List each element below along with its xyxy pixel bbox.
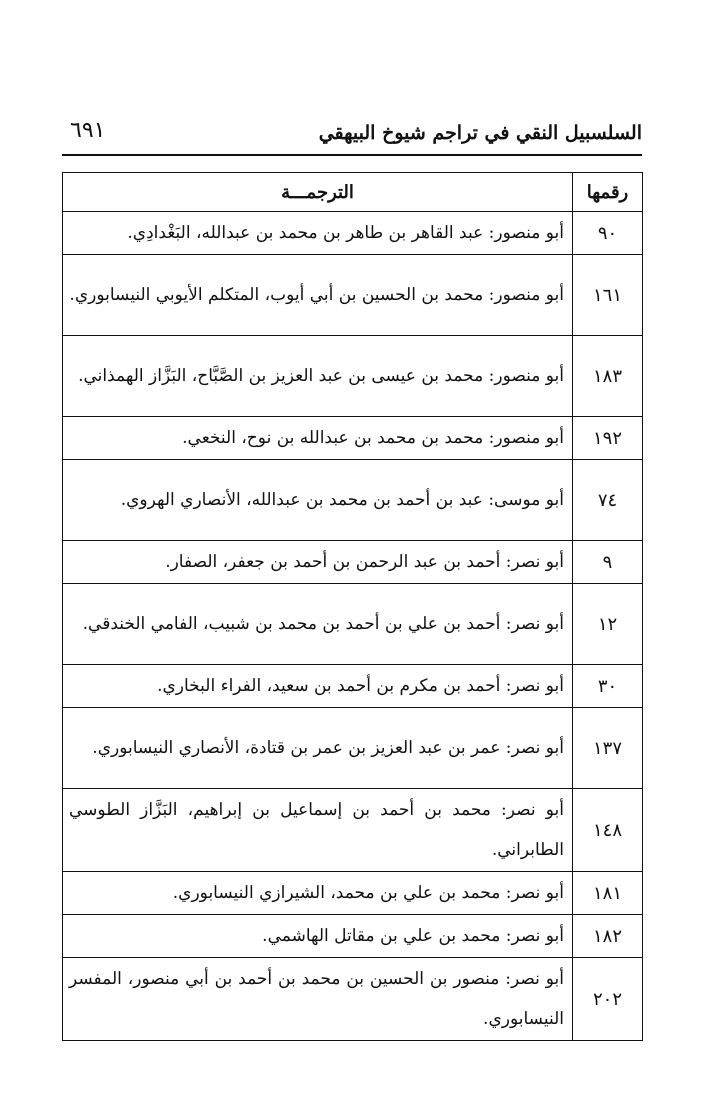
page-header [62,112,642,156]
header-rule [62,154,642,156]
biography-column-header: الترجمـــة [63,173,573,212]
entry-number: ٢٠٢ [573,958,643,1041]
entry-number: ١٨٣ [573,336,643,417]
entry-text: أبو نصر: عمر بن عبد العزيز بن عمر بن قتادة، الأنصاري النيسابوري. [63,708,573,789]
number-column-header: رقمها [573,173,643,212]
table-row [63,915,643,958]
entry-number: ١٦١ [573,255,643,336]
biography-table [62,172,643,1041]
table-row [63,336,643,417]
table-row [63,872,643,915]
entry-text: أبو منصور: محمد بن عيسى بن عبد العزيز بن الصَّبَّاح، البَزَّاز الهمذاني. [63,336,573,417]
table-row [63,541,643,584]
entry-text: أبو نصر: أحمد بن مكرم بن أحمد بن سعيد، الفراء البخاري. [63,665,573,708]
entry-number: ١٤٨ [573,789,643,872]
table-row [63,255,643,336]
entry-text: أبو نصر: محمد بن علي بن محمد، الشيرازي النيسابوري. [63,872,573,915]
entry-text: أبو نصر: محمد بن أحمد بن إسماعيل بن إبراهيم، البَزَّاز الطوسي الطابراني. [63,789,573,872]
entry-text: أبو منصور: محمد بن محمد بن عبدالله بن نوح، النخعي. [63,417,573,460]
book-title: السلسبيل النقي في تراجم شيوخ البيهقي [318,122,642,144]
table-row [63,212,643,255]
entry-text: أبو نصر: محمد بن علي بن مقاتل الهاشمي. [63,915,573,958]
entry-number: ٩٠ [573,212,643,255]
table-header-row [63,173,643,212]
entry-number: ١٩٢ [573,417,643,460]
table-row [63,584,643,665]
table-row [63,665,643,708]
table-row [63,958,643,1041]
entry-text: أبو نصر: أحمد بن علي بن أحمد بن محمد بن شبيب، الفامي الخندقي. [63,584,573,665]
entry-number: ٣٠ [573,665,643,708]
entry-number: ١٨١ [573,872,643,915]
table-row [63,708,643,789]
entry-text: أبو موسى: عبد بن أحمد بن محمد بن عبدالله، الأنصاري الهروي. [63,460,573,541]
entry-number: ١٣٧ [573,708,643,789]
entry-number: ١٢ [573,584,643,665]
entry-number: ٩ [573,541,643,584]
entry-number: ٧٤ [573,460,643,541]
entry-text: أبو نصر: منصور بن الحسين بن محمد بن أحمد بن أبي منصور، المفسر النيسابوري. [63,958,573,1041]
page-number: ٦٩١ [70,118,106,143]
entry-text: أبو منصور: محمد بن الحسين بن أبي أيوب، المتكلم الأيوبي النيسابوري. [63,255,573,336]
table-row [63,460,643,541]
entry-text: أبو منصور: عبد القاهر بن طاهر بن محمد بن عبدالله، البَغْدادِي. [63,212,573,255]
table-row [63,417,643,460]
entry-text: أبو نصر: أحمد بن عبد الرحمن بن أحمد بن جعفر، الصفار. [63,541,573,584]
table-row [63,789,643,872]
entry-number: ١٨٢ [573,915,643,958]
